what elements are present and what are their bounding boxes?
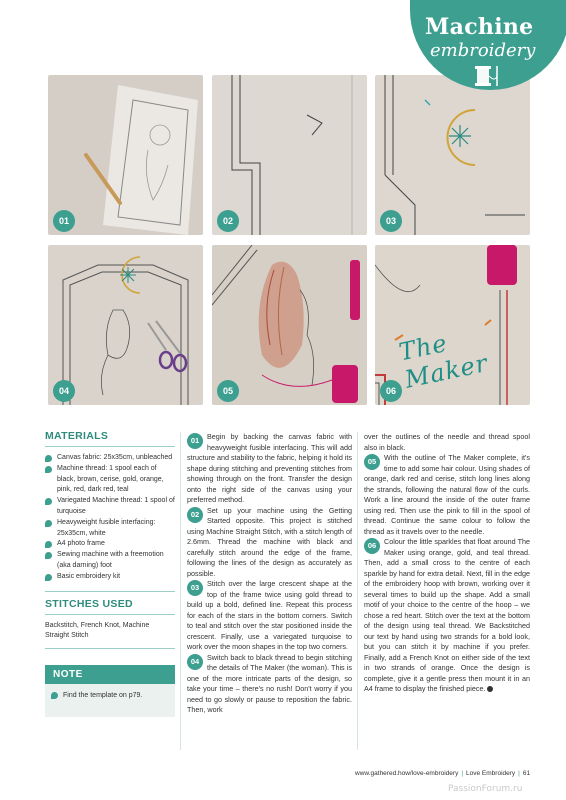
photo-number-06: 06	[380, 380, 402, 402]
step-text: Stitch over the large crescent shape at the top of the frame twice using gold thread to build up a bold, defined line. Repeat this process for each of the stars in the bottom corners. Switch to teal and stitch over the star positioned inside the crescent. Finally, use a variegated turquoise to work over the moon shapes in the top two corners.	[187, 579, 352, 651]
step-06	[364, 537, 530, 695]
divider	[45, 648, 175, 649]
list-item: Variegated Machine thread: 1 spool of turquoise	[45, 496, 175, 518]
list-item: A4 photo frame	[45, 539, 175, 550]
materials-title: MATERIALS	[45, 430, 109, 442]
step-text: Begin by backing the canvas fabric with heavyweight fusible interfacing. This will add structure and stability to the fabric, helping it hold its shape during stitching and preventing stitches from showing through on the front. Transfer the design onto the right side of the canvas using your preferred method.	[187, 432, 353, 504]
watermark: PassionForum.ru	[448, 784, 523, 794]
materials-list	[45, 453, 175, 583]
step-number: 02	[187, 507, 203, 523]
step-text: Switch back to black thread to begin stitching the details of The Maker (the woman). This is one of the more intricate parts of the design, so take your time – there's no rush! Don't worry if you need to go slowly or pause to reposition the fabric. Then, work	[187, 652, 352, 714]
instructions-column-1	[187, 432, 352, 716]
footer-separator: |	[518, 770, 520, 777]
note-box	[45, 684, 175, 717]
thread-spool-icon	[475, 64, 515, 93]
step-photo-03	[375, 75, 530, 235]
photo-embroidered-text: The Maker	[396, 328, 491, 394]
step-04	[187, 653, 352, 716]
bullet-leaf-icon	[45, 455, 52, 462]
footer-magazine: Love Embroidery	[466, 770, 516, 777]
stitches-text: Backstitch, French Knot, Machine Straight Stitch	[45, 621, 150, 640]
list-item: Heavyweight fusible interfacing: 25x35cm, white	[45, 518, 175, 540]
stitches-title: STITCHES USED	[45, 597, 133, 610]
photo-number-01: 01	[53, 210, 75, 232]
bullet-leaf-icon	[45, 466, 52, 473]
step-01	[187, 432, 352, 506]
step-04-continued	[364, 432, 530, 453]
footer-page-number: 61	[522, 770, 531, 777]
page-footer	[355, 770, 530, 777]
page-title: Machine	[425, 14, 534, 40]
list-item: Sewing machine with a freemotion (aka darning) foot	[45, 550, 175, 572]
step-text: over the outlines of the needle and thread spool also in black.	[364, 432, 530, 452]
list-item: Basic embroidery kit	[45, 572, 175, 583]
bullet-leaf-icon	[45, 520, 52, 527]
divider	[45, 614, 175, 615]
bullet-leaf-icon	[45, 552, 52, 559]
step-photo-02	[212, 75, 367, 235]
divider	[45, 446, 175, 447]
column-divider	[357, 432, 358, 750]
page-subtitle: embroidery	[430, 40, 536, 61]
bullet-leaf-icon	[51, 692, 58, 699]
photo-number-04: 04	[53, 380, 75, 402]
step-number: 05	[364, 454, 380, 470]
photo-number-03: 03	[380, 210, 402, 232]
list-item: Canvas fabric: 25x35cm, unbleached	[45, 453, 175, 464]
step-photo-01	[48, 75, 203, 235]
instructions-column-2	[364, 432, 530, 695]
step-number: 01	[187, 433, 203, 449]
step-03	[187, 579, 352, 653]
footer-url[interactable]: www.gathered.how/love-embroidery	[355, 770, 459, 777]
sidebar-info	[45, 430, 175, 717]
bullet-leaf-icon	[45, 541, 52, 548]
step-number: 04	[187, 654, 203, 670]
divider	[45, 591, 175, 592]
step-photo-05	[212, 245, 367, 405]
note-title: NOTE	[45, 665, 175, 684]
list-item: Machine thread: 1 spool each of black, brown, cerise, gold, orange, pink, red, dark red, teal	[45, 464, 175, 496]
footer-separator: |	[461, 770, 464, 777]
step-photo-06	[375, 245, 530, 405]
photo-number-02: 02	[217, 210, 239, 232]
step-number: 03	[187, 580, 203, 596]
step-text: Set up your machine using the Getting Started opposite. This project is stitched using Machine Straight Stitch, with a stitch length of 2.6mm. Thread the machine with black and carefully stitch around the edge of the frame, following the lines of the design as accurately as possible.	[187, 505, 352, 578]
step-photo-04	[48, 245, 203, 405]
step-text: Colour the little sparkles that float around The Maker using orange, gold, and teal thread. Then, add a small cross to the centre of each sparkle by hand for extra detail. Next, fill in the edge of the embroidery hoop with brown, working over it several times to build up the shape. Add a small motif of your choice to the centre of the hoop – we chose a red heart. Stitch over the text at the bottom of the design using teal thread. We Backstitched our text by hand using two strands for a bold look, but you can stitch it by machine if you prefer. Finally, add a French Knot on either side of the text in two strands of orange. Once the design is complete, give it a gentle press then mount it in an A4 frame to display the finished piece.	[364, 537, 530, 693]
step-02	[187, 506, 352, 580]
step-text: With the outline of The Maker complete, it's time to add some hair colour. Using shades of orange, dark red and cerise, stitch long lines along the strands, following the natural flow of the curls. Work a line around the inside of the outer frame using red. Then use the pink to fill in the spool of thread. Continue the same colour to follow the thread as it travels over to the needle.	[364, 453, 530, 536]
step-number: 06	[364, 538, 380, 554]
bullet-leaf-icon	[45, 574, 52, 581]
bullet-leaf-icon	[45, 498, 52, 505]
photo-number-05: 05	[217, 380, 239, 402]
note-text: Find the template on p79.	[63, 692, 143, 700]
end-mark-icon	[487, 686, 493, 692]
step-05	[364, 453, 530, 537]
column-divider	[180, 432, 181, 750]
